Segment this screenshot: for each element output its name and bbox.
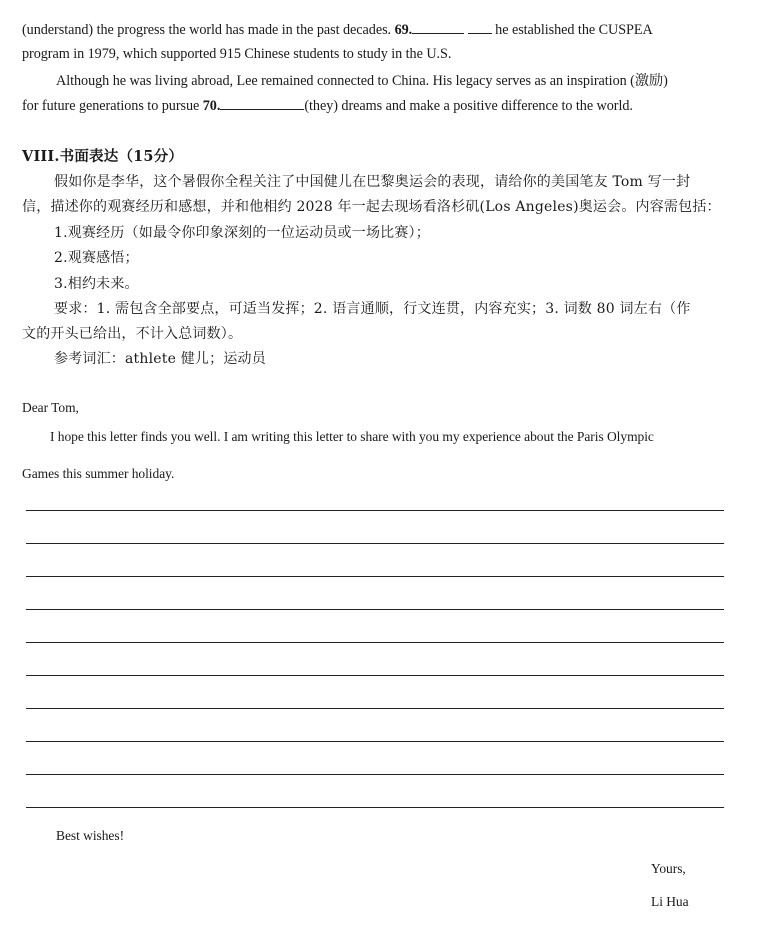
letter-greeting: Dear Tom, [22,400,79,415]
requirements-line-1: 要求：1. 需包含全部要点，可适当发挥；2. 语言通顺，行文连贯，内容充实；3. 词数 80 词左右（作 [54,301,691,317]
writing-line[interactable] [26,576,724,577]
writing-line[interactable] [26,510,724,511]
writing-line[interactable] [26,807,724,808]
passage-line-4 [22,96,633,115]
reference-vocabulary: 参考词汇：athlete 健儿；运动员 [54,351,266,367]
passage-text: for future generations to pursue [22,98,200,114]
question-number-69: 69. [394,22,413,38]
letter-closing: Best wishes! [56,828,125,843]
passage-text: (they) dreams and make a positive difference to the world. [304,98,633,114]
passage-line-3: Although he was living abroad, Lee remained connected to China. His legacy serves as an inspiration (激励) [56,73,668,89]
prompt-line-2: 信，描述你的观赛经历和感想，并和他相约 2028 年一起去现场看洛杉矶(Los Angeles)奥运会。内容需包括： [22,199,721,215]
passage-line-2: program in 1979, which supported 915 Chinese students to study in the U.S. [22,46,452,62]
writing-line[interactable] [26,543,724,544]
answer-blank-69b[interactable] [468,20,492,34]
prompt-line-1: 假如你是李华，这个暑假你全程关注了中国健儿在巴黎奥运会的表现，请给你的美国笔友 Tom 写一封 [54,174,691,190]
writing-line[interactable] [26,609,724,610]
letter-body-line-2: Games this summer holiday. [22,466,175,481]
passage-text: (understand) the progress the world has made in the past decades. [22,22,392,38]
writing-line[interactable] [26,741,724,742]
writing-line[interactable] [26,642,724,643]
content-item-3: 3.相约未来。 [54,276,139,292]
letter-signoff: Yours, [651,861,686,876]
requirements-line-2: 文的开头已给出，不计入总词数）。 [22,326,243,342]
passage-line-1 [22,20,653,39]
section-title: VIII.书面表达（15分） [22,148,184,165]
letter-body-line-1: I hope this letter finds you well. I am writing this letter to share with you my experience about the Paris Olympic [50,429,654,444]
content-item-2: 2.观赛感悟； [54,250,139,266]
writing-line[interactable] [26,708,724,709]
writing-line[interactable] [26,774,724,775]
content-item-1: 1.观赛经历（如最令你印象深刻的一位运动员或一场比赛）； [54,225,430,241]
answer-blank-69a[interactable] [412,20,464,34]
passage-text: he established the CUSPEA [495,22,653,38]
letter-signature: Li Hua [651,894,689,909]
question-number-70: 70. [202,98,221,114]
writing-line[interactable] [26,675,724,676]
answer-blank-70[interactable] [220,96,304,110]
